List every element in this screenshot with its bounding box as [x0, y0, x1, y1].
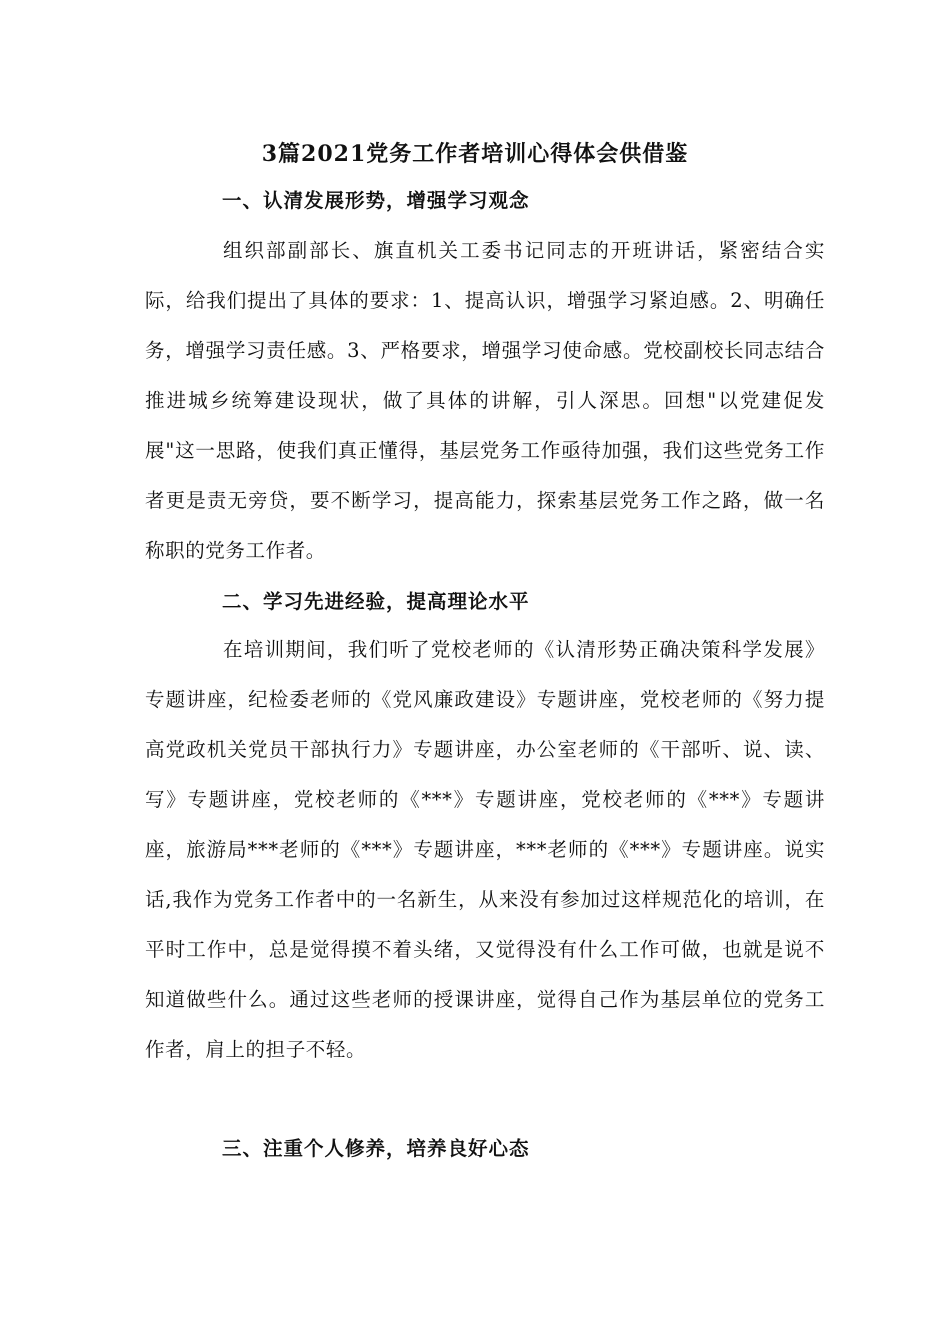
document-title: 3篇2021党务工作者培训心得体会供借鉴: [261, 141, 689, 167]
section-heading-3: 三、注重个人修养，培养良好心态: [222, 1137, 530, 1160]
section-heading-1: 一、认清发展形势，增强学习观念: [222, 189, 530, 212]
section-heading-2: 二、学习先进经验，提高理论水平: [222, 590, 530, 613]
section-paragraph-2: 在培训期间，我们听了党校老师的《认清形势正确决策科学发展》专题讲座，纪检委老师的《党风廉政建设》专题讲座，党校老师的《努力提高党政机关党员干部执行力》专题讲座，办公室老师的《干部听、说、读、写》专题讲座，党校老师的《***》专题讲座，党校老师的《***》专题讲座，旅游局***老师的《***》专题讲座，***老师的《***》专题讲座。说实话,我作为党务工作者中的一名新生，从来没有参加过这样规范化的培训，在平时工作中，总是觉得摸不着头绪，又觉得没有什么工作可做，也就是说不知道做些什么。通过这些老师的授课讲座，觉得自己作为基层单位的党务工作者，肩上的担子不轻。: [145, 638, 825, 1061]
section-paragraph-1: 组织部副部长、旗直机关工委书记同志的开班讲话，紧密结合实际，给我们提出了具体的要求：1、提高认识，增强学习紧迫感。2、明确任务，增强学习责任感。3、严格要求，增强学习使命感。党校副校长同志结合推进城乡统筹建设现状，做了具体的讲解，引人深思。回想"以党建促发展"这一思路，使我们真正懂得，基层党务工作亟待加强，我们这些党务工作者更是责无旁贷，要不断学习，提高能力，探索基层党务工作之路，做一名称职的党务工作者。: [145, 239, 825, 562]
